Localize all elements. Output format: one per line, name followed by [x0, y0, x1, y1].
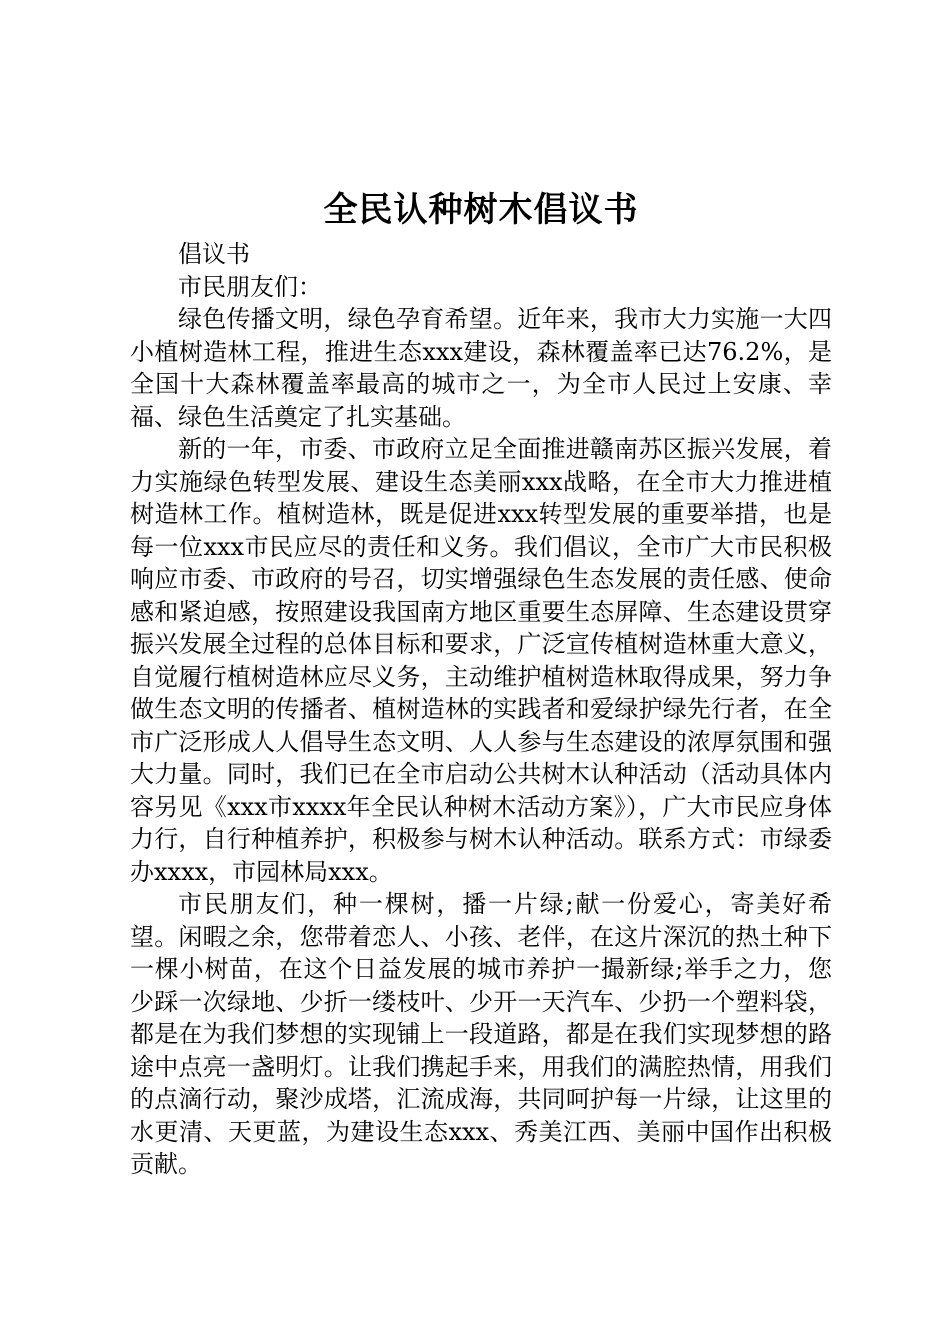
- paragraph-1: 绿色传播文明，绿色孕育希望。近年来，我市大力实施一大四小植树造林工程，推进生态xxx建设，森林覆盖率已达76.2%，是全国十大森林覆盖率最高的城市之一，为全市人民过上安康、幸福、绿色生活奠定了扎实基础。: [130, 305, 832, 431]
- paragraph-3: 市民朋友们，种一棵树，播一片绿;献一份爱心，寄美好希望。闲暇之余，您带着恋人、小孩、老伴，在这片深沉的热土种下一棵小树苗，在这个日益发展的城市养护一撮新绿;举手之力，您少踩一次绿地、少折一缕枝叶、少开一天汽车、少扔一个塑料袋，都是在为我们梦想的实现铺上一段道路，都是在我们实现梦想的路途中点亮一盏明灯。让我们携起手来，用我们的满腔热情，用我们的点滴行动，聚沙成塔，汇流成海，共同呵护每一片绿，让这里的水更清、天更蓝，为建设生态xxx、秀美江西、美丽中国作出积极贡献。: [130, 890, 832, 1178]
- document-subtitle: 倡议书: [178, 240, 250, 268]
- salutation: 市民朋友们：: [178, 272, 322, 301]
- document-title: 全民认种树木倡议书: [323, 190, 639, 230]
- paragraph-2: 新的一年，市委、市政府立足全面推进赣南苏区振兴发展，着力实施绿色转型发展、建设生态美丽xxx战略，在全市大力推进植树造林工作。植树造林，既是促进xxx转型发展的重要举措，也是每一位xxx市民应尽的责任和义务。我们倡议，全市广大市民积极响应市委、市政府的号召，切实增强绿色生态发展的责任感、使命感和紧迫感，按照建设我国南方地区重要生态屏障、生态建设贯穿振兴发展全过程的总体目标和要求，广泛宣传植树造林重大意义，自觉履行植树造林应尽义务，主动维护植树造林取得成果，努力争做生态文明的传播者、植树造林的实践者和爱绿护绿先行者，在全市广泛形成人人倡导生态文明、人人参与生态建设的浓厚氛围和强大力量。同时，我们已在全市启动公共树木认种活动（活动具体内容另见《xxx市xxxx年全民认种树木活动方案》），广大市民应身体力行，自行种植养护，积极参与树木认种活动。联系方式：市绿委办xxxx，市园林局xxx。: [130, 435, 832, 886]
- document-page: [130, 190, 832, 1181]
